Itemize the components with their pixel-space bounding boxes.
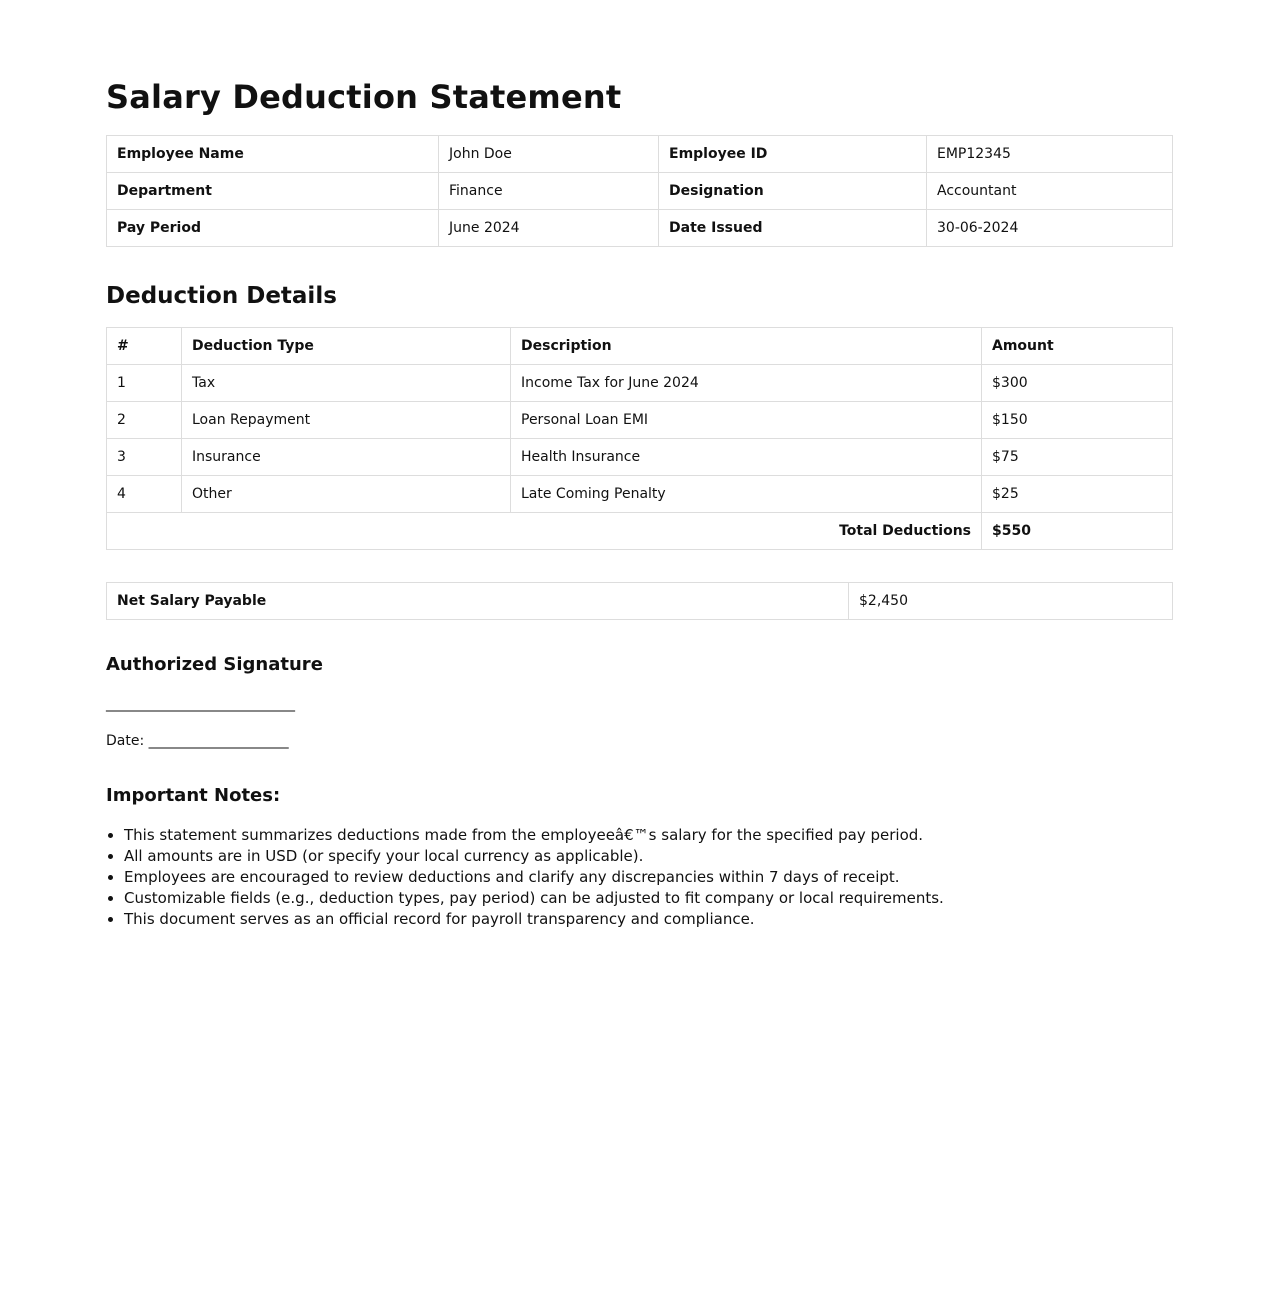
- deduction-type: Insurance: [182, 439, 511, 476]
- info-value: Finance: [439, 173, 659, 210]
- deduction-amount: $300: [982, 365, 1173, 402]
- list-item: • All amounts are in USD (or specify your local currency as applicable).: [124, 846, 944, 867]
- info-label: Department: [107, 173, 439, 210]
- deduction-description: Health Insurance: [511, 439, 982, 476]
- important-notes-list: [106, 825, 944, 930]
- column-header-amount: Amount: [982, 328, 1173, 365]
- employee-info-table: [106, 135, 1173, 247]
- total-deductions-label: Total Deductions: [107, 513, 982, 550]
- list-item: • Employees are encouraged to review deductions and clarify any discrepancies within 7 days of receipt.: [124, 867, 944, 888]
- info-value: Accountant: [927, 173, 1173, 210]
- net-salary-row: [107, 583, 1173, 620]
- info-label: Employee Name: [107, 136, 439, 173]
- info-label: Designation: [659, 173, 927, 210]
- deduction-amount: $25: [982, 476, 1173, 513]
- net-salary-label: Net Salary Payable: [107, 583, 849, 620]
- table-row: [107, 365, 1173, 402]
- info-value: EMP12345: [927, 136, 1173, 173]
- column-header-description: Description: [511, 328, 982, 365]
- deduction-table: [106, 327, 1173, 550]
- info-value: June 2024: [439, 210, 659, 247]
- info-row: [107, 210, 1173, 247]
- list-item: • Customizable fields (e.g., deduction types, pay period) can be adjusted to fit company or local requirements.: [124, 888, 944, 909]
- column-header-type: Deduction Type: [182, 328, 511, 365]
- net-salary-value: $2,450: [849, 583, 1173, 620]
- table-row: [107, 439, 1173, 476]
- info-label: Pay Period: [107, 210, 439, 247]
- column-header-number: #: [107, 328, 182, 365]
- info-row: [107, 173, 1173, 210]
- authorized-signature-heading: Authorized Signature: [106, 654, 323, 675]
- deduction-number: 1: [107, 365, 182, 402]
- info-value: 30-06-2024: [927, 210, 1173, 247]
- deduction-number: 2: [107, 402, 182, 439]
- important-notes-heading: Important Notes:: [106, 785, 281, 806]
- deduction-type: Other: [182, 476, 511, 513]
- info-value: John Doe: [439, 136, 659, 173]
- list-item: • This document serves as an official record for payroll transparency and compliance.: [124, 909, 944, 930]
- net-salary-table: [106, 582, 1173, 620]
- info-label: Employee ID: [659, 136, 927, 173]
- deduction-type: Tax: [182, 365, 511, 402]
- deduction-details-heading: Deduction Details: [106, 283, 337, 309]
- deduction-number: 4: [107, 476, 182, 513]
- page-title: Salary Deduction Statement: [106, 78, 622, 116]
- total-row: [107, 513, 1173, 550]
- total-deductions-value: $550: [982, 513, 1173, 550]
- signature-date-line: Date: ____________________: [106, 733, 289, 749]
- deduction-amount: $75: [982, 439, 1173, 476]
- table-row: [107, 402, 1173, 439]
- info-row: [107, 136, 1173, 173]
- info-label: Date Issued: [659, 210, 927, 247]
- table-row: [107, 476, 1173, 513]
- deduction-amount: $150: [982, 402, 1173, 439]
- list-item: • This statement summarizes deductions made from the employeeâ€™s salary for the specified pay period.: [124, 825, 944, 846]
- deduction-description: Late Coming Penalty: [511, 476, 982, 513]
- deduction-number: 3: [107, 439, 182, 476]
- deduction-type: Loan Repayment: [182, 402, 511, 439]
- signature-line: ___________________________: [106, 696, 295, 712]
- deduction-description: Income Tax for June 2024: [511, 365, 982, 402]
- deduction-header-row: [107, 328, 1173, 365]
- deduction-description: Personal Loan EMI: [511, 402, 982, 439]
